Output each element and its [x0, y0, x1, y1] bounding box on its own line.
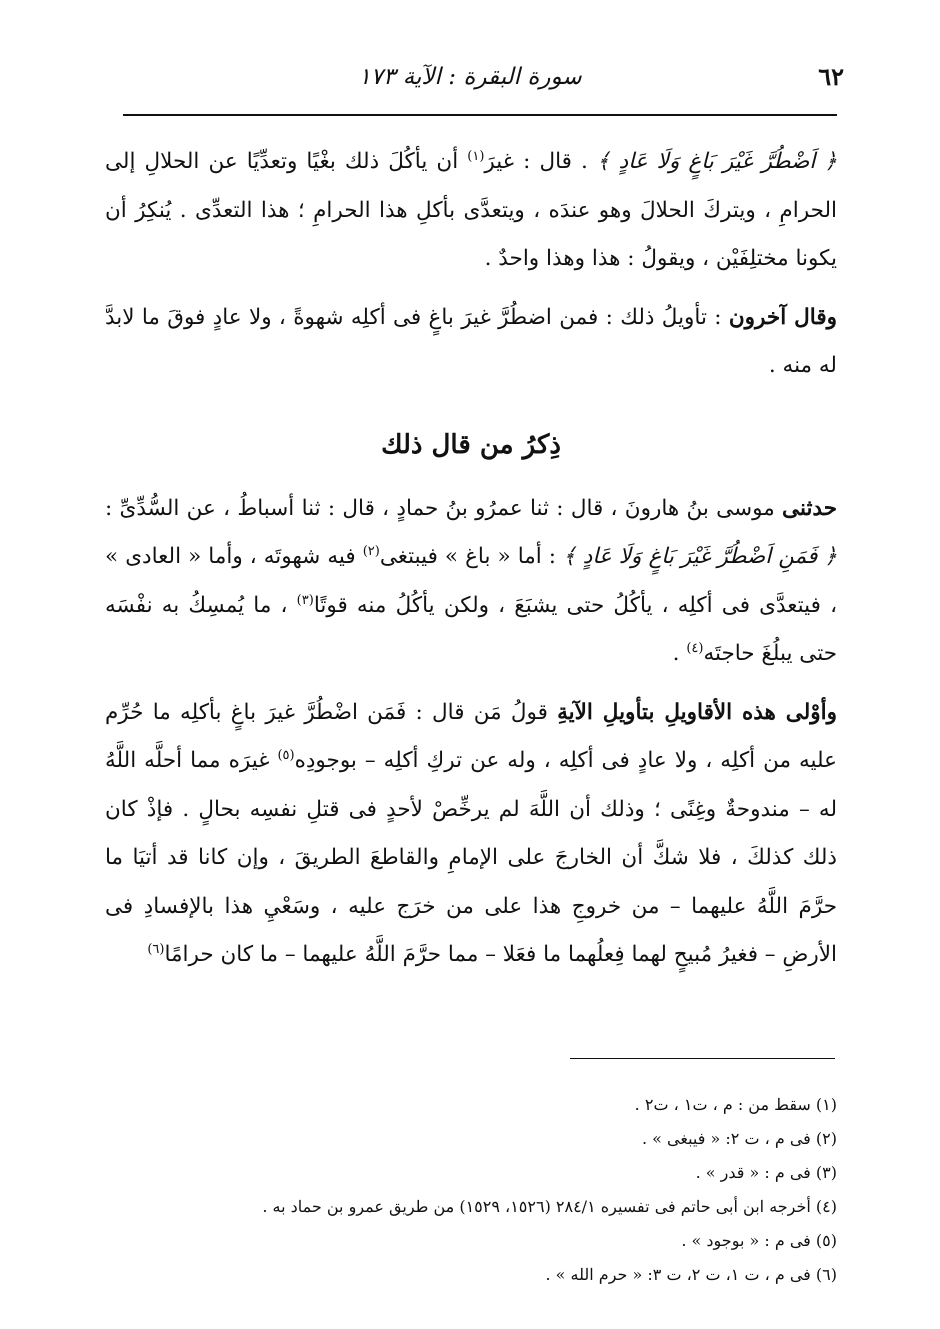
- footnote-ref: (١): [467, 148, 485, 164]
- paragraph-text: ، ما يُمسِكُ به نفْسَه حتى يبلُغَ حاجتَه: [105, 592, 837, 666]
- paragraph-1: [105, 138, 837, 284]
- paragraph-4: [105, 689, 837, 980]
- page-number: ٦٢: [818, 62, 844, 91]
- paragraph-text: أن يأكُلَ ذلك بغْيًا وتعدِّيًا عن الحلالِ إلى الحرامِ ، ويتركَ الحلالَ وهو عندَه ، ويتعدَّى بأكلِ هذا الحرامِ ؛ هذا التعدِّى . يُنكِرُ أن يكونا مختلِفَيْن ، ويقولُ : هذا وهذا واحدٌ .: [105, 149, 837, 271]
- footnote-divider: [570, 1058, 835, 1059]
- paragraph-text: . قال : غيرَ: [484, 149, 597, 174]
- footnote-6: (٦) فى م ، ت ١، ت ٢، ت ٣: « حرم الله » .: [545, 1265, 837, 1284]
- footnote-3: (٣) فى م : « قدر » .: [695, 1163, 837, 1182]
- running-header-title: سورة البقرة : الآية ١٧٣: [358, 64, 582, 90]
- footnote-2: (٢) فى م ، ت ٢: « فيبغى » .: [642, 1129, 837, 1148]
- paragraph-lead: حدثنى: [782, 495, 837, 521]
- main-text: [105, 138, 837, 980]
- paragraph-text: موسى بنُ هارونَ ، قال : ثنا عمرُو بنُ حمادٍ ، قال : ثنا أسباطُ ، عن السُّدِّىِّ :: [105, 495, 783, 521]
- footnotes: [105, 1088, 837, 1292]
- paragraph-3: [105, 485, 837, 679]
- footnote-5: (٥) فى م : « بوجود » .: [681, 1231, 837, 1250]
- paragraph-text: : تأويلُ ذلك : فمن اضطُرَّ غيرَ باغٍ فى أكلِه شهوةً ، ولا عادٍ فوقَ ما لابدَّ له منه .: [105, 304, 837, 378]
- paragraph-lead: وقال آخرون: [728, 304, 838, 330]
- paragraph-text: : أما « باغ » فيبتغى: [379, 544, 564, 569]
- quran-quote: ﴿ اَضْطُرَّ غَيْرَ بَاغٍ وَلَا عَادٍ ﴾: [596, 149, 837, 174]
- footnote-ref: (٢): [362, 543, 380, 559]
- paragraph-lead: وأوْلى هذه الأقاويلِ بتأويلِ الآيةِ: [557, 699, 838, 725]
- quran-quote: ﴿ فَمَنِ اَضْطُرَّ غَيْرَ بَاغٍ وَلَا عَادٍ ﴾: [563, 544, 837, 569]
- section-heading: ذِكرُ من قال ذلك: [381, 429, 561, 460]
- footnote-1: (١) سقط من : م ، ت١ ، ت٢ .: [634, 1095, 837, 1114]
- footnote-ref: (٥): [277, 747, 295, 763]
- footnote-ref: (٤): [686, 640, 704, 656]
- footnote-4: (٤) أخرجه ابن أبى حاتم فى تفسيره ٢٨٤/١ (١٥٢٦، ١٥٢٩) من طريق عمرو بن حماد به .: [262, 1197, 837, 1216]
- paragraph-text: .: [672, 641, 687, 666]
- footnote-ref: (٦): [147, 941, 165, 957]
- header-divider: [123, 114, 837, 116]
- footnote-ref: (٣): [296, 592, 314, 608]
- paragraph-text: فيه شهوتَه ، وأما « العادى » ، فيتعدَّى فى أكلِه ، يأكُلُ حتى يشبَعَ ، ولكن يأكُلُ منه قوتًا: [105, 544, 838, 618]
- paragraph-text: غيرَه مما أحلَّه اللَّهُ له – مندوحةٌ وغِنًى ؛ وذلك أن اللَّهَ لم يرخِّصْ لأحدٍ فى قتلِ نفسِه بحالٍ . فإذْ كان ذلك كذلكَ ، فلا شكَّ أن الخارجَ على الإمامِ والقاطعَ الطريقَ ، وإن كانا قد أتيَا ما حرَّمَ اللَّهُ عليهما – من خروجِ هذا على من خرَج عليه ، وسَعْيِ هذا بالإفسادِ فى الأرضِ – فغيرُ مُبيحٍ لهما فِعلُهما ما فعَلا – مما حرَّمَ اللَّهُ عليهما – ما كان حرامًا: [105, 748, 837, 967]
- paragraph-text: قولُ مَن قال : فَمَن اضْطُرَّ غيرَ باغٍ بأكلِه ما حُرِّم عليه من أكلِه ، ولا عادٍ فى أكلِه ، وله عن تركِ أكلِه – بوجودِه: [105, 699, 837, 773]
- paragraph-2: [105, 294, 837, 391]
